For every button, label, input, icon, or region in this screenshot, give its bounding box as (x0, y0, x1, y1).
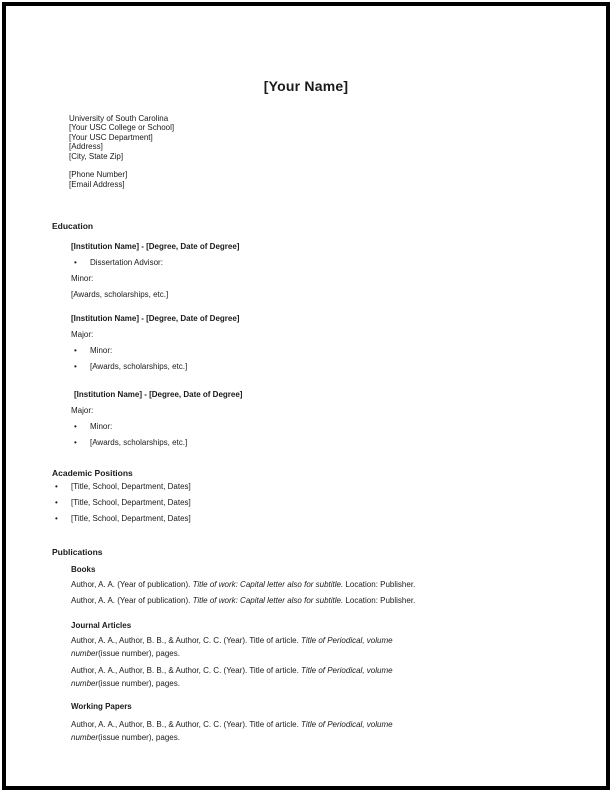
institution-heading: [Institution Name] - [Degree, Date of Degree] (71, 314, 240, 323)
citation-line-1 (71, 664, 570, 677)
contact-college: [Your USC College or School] (69, 123, 175, 133)
academic-positions-list (52, 482, 570, 524)
list-item (71, 346, 570, 356)
book-citation (71, 594, 570, 607)
list-item (71, 258, 570, 268)
list-item (52, 514, 570, 524)
books-group (71, 565, 570, 607)
bullet-icon: • (74, 422, 77, 431)
citation-authors: Author, A. A. (Year of publication). (71, 580, 193, 589)
journal-citation (71, 634, 570, 660)
citation-line-1 (71, 634, 570, 647)
working-papers-group (71, 702, 570, 744)
major-line: Major: (71, 330, 94, 339)
education-block-2-bullets (71, 346, 570, 372)
citation-pages: (issue number), pages. (98, 679, 180, 688)
citation-periodical-italic: Title of Periodical, volume (301, 636, 393, 645)
minor-line: Minor: (71, 274, 94, 283)
section-academic-positions (52, 468, 570, 524)
citation-periodical-italic: Title of Periodical, volume (301, 666, 393, 675)
contact-city-state-zip: [City, State Zip] (69, 151, 124, 161)
citation-volume-italic: number (71, 733, 99, 742)
education-block-1-bullets (71, 258, 570, 268)
page-border-frame (2, 2, 610, 790)
citation-authors: Author, A. A., Author, B. B., & Author, C. C. (Year). Title of article. (71, 666, 302, 675)
list-item (71, 422, 570, 432)
contact-phone: [Phone Number] (69, 170, 128, 180)
major-line: Major: (71, 406, 94, 415)
page-title: [Your Name] (263, 78, 349, 94)
citation-line-1 (71, 718, 570, 731)
bullet-icon: • (55, 498, 58, 507)
bullet-icon: • (74, 258, 77, 267)
journal-citation (71, 664, 570, 690)
education-block-3-bullets (71, 422, 570, 448)
citation-publisher: Location: Publisher. (343, 580, 416, 589)
academic-positions-heading: Academic Positions (52, 468, 133, 478)
list-item (52, 482, 570, 492)
citation-authors: Author, A. A., Author, B. B., & Author, C. C. (Year). Title of article. (71, 720, 302, 729)
citation-title-italic: Title of work: Capital letter also for subtitle. (192, 596, 344, 605)
citation-line-2 (71, 647, 570, 660)
citation-volume-italic: number (71, 679, 99, 688)
contact-department: [Your USC Department] (69, 132, 153, 142)
contact-email: [Email Address] (69, 179, 125, 189)
working-papers-heading: Working Papers (71, 702, 132, 711)
bullet-icon: • (74, 362, 77, 371)
position-entry: [Title, School, Department, Dates] (71, 514, 191, 523)
cv-template-page (6, 6, 606, 786)
journal-articles-heading: Journal Articles (71, 621, 132, 630)
bullet-icon: • (55, 482, 58, 491)
position-entry: [Title, School, Department, Dates] (71, 498, 191, 507)
citation-publisher: Location: Publisher. (343, 596, 416, 605)
list-item (52, 498, 570, 508)
books-heading: Books (71, 565, 96, 574)
dissertation-advisor: Dissertation Advisor: (90, 258, 163, 267)
list-item (71, 362, 570, 372)
education-block-2 (71, 314, 570, 372)
citation-authors: Author, A. A. (Year of publication). (71, 596, 193, 605)
citation-pages: (issue number), pages. (98, 649, 180, 658)
citation-line-2 (71, 677, 570, 690)
institution-heading: [Institution Name] - [Degree, Date of Degree] (74, 390, 243, 399)
education-block-3 (71, 390, 570, 448)
book-citation (71, 578, 570, 591)
minor-bullet: Minor: (90, 346, 113, 355)
awards-line: [Awards, scholarships, etc.] (71, 290, 169, 299)
citation-periodical-italic: Title of Periodical, volume (301, 720, 393, 729)
publications-heading: Publications (52, 547, 103, 557)
bullet-icon: • (55, 514, 58, 523)
contact-address: [Address] (69, 142, 103, 152)
awards-bullet: [Awards, scholarships, etc.] (90, 438, 188, 447)
citation-authors: Author, A. A., Author, B. B., & Author, C. C. (Year). Title of article. (71, 636, 302, 645)
contact-spacer (69, 161, 174, 170)
citation-title-italic: Title of work: Capital letter also for subtitle. (192, 580, 344, 589)
citation-volume-italic: number (71, 649, 99, 658)
citation-pages: (issue number), pages. (98, 733, 180, 742)
education-block-1 (71, 242, 570, 300)
section-publications (52, 547, 570, 744)
list-item (71, 438, 570, 448)
bullet-icon: • (74, 438, 77, 447)
education-heading: Education (52, 221, 94, 231)
contact-university: University of South Carolina (69, 114, 169, 123)
section-education (52, 221, 570, 448)
working-paper-citation (71, 718, 570, 744)
journal-articles-group (71, 621, 570, 690)
minor-bullet: Minor: (90, 422, 113, 431)
institution-heading: [Institution Name] - [Degree, Date of Degree] (71, 242, 240, 251)
position-entry: [Title, School, Department, Dates] (71, 482, 191, 491)
bullet-icon: • (74, 346, 77, 355)
citation-line-2 (71, 731, 570, 744)
awards-bullet: [Awards, scholarships, etc.] (90, 362, 188, 371)
contact-block (69, 114, 174, 189)
